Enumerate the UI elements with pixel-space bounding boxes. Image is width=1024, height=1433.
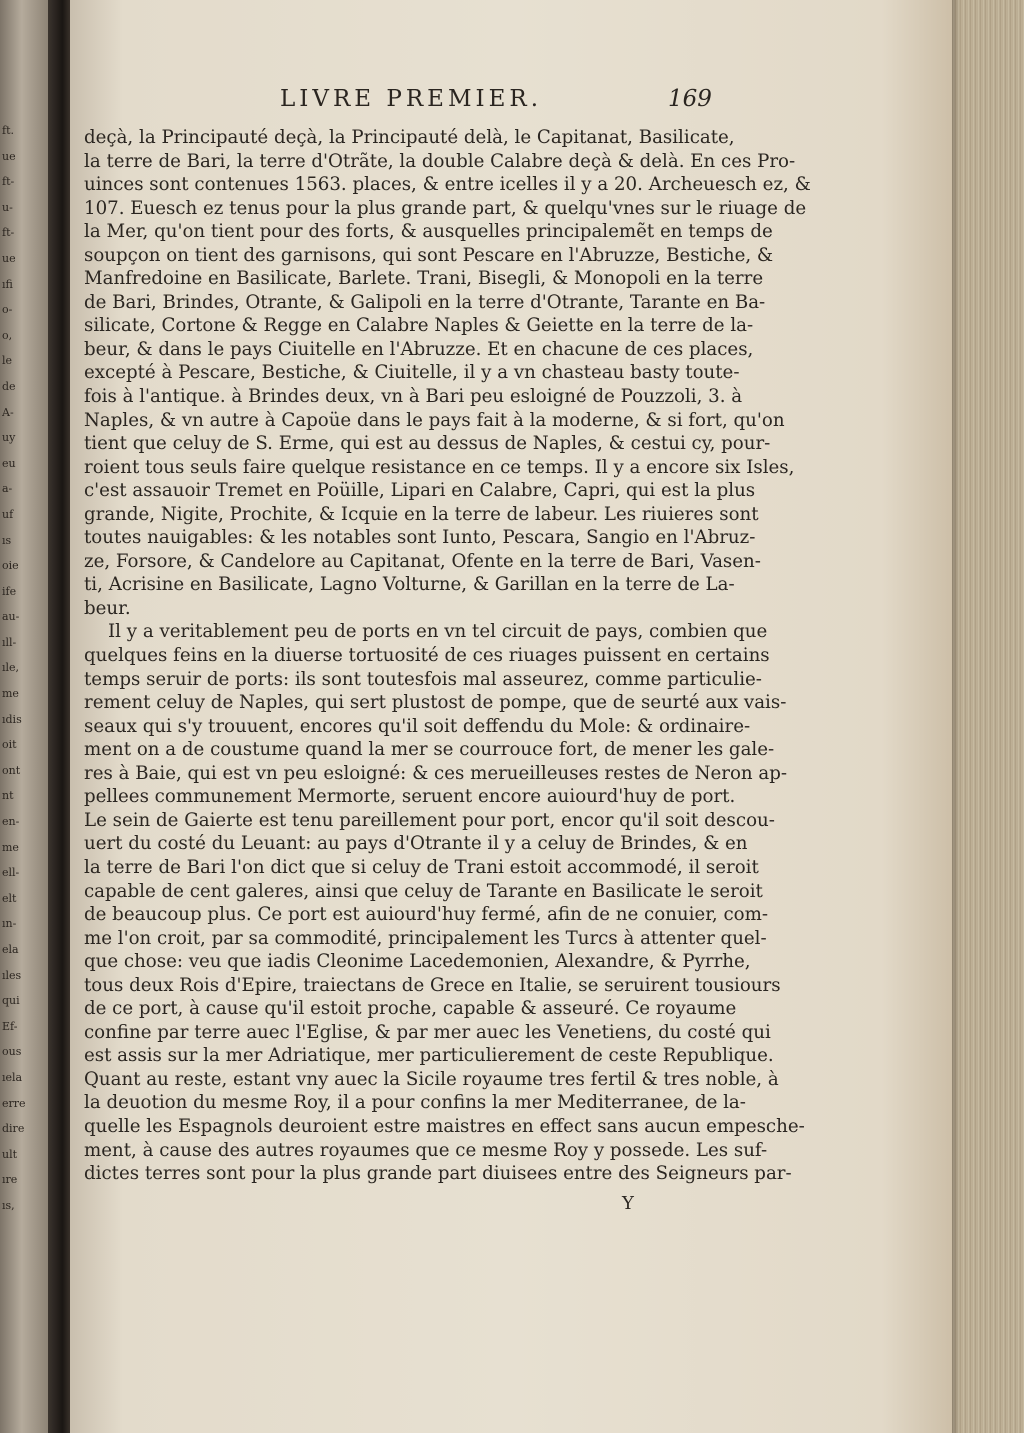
text-line: ti, Acrisine en Basilicate, Lagno Volturne, & Garillan en la terre de La- [84, 574, 735, 596]
left-page-fragment: o- [2, 303, 13, 317]
left-page-fragment: ın- [2, 917, 17, 931]
text-line: Naples, & vn autre à Capoüe dans le pays fait à la moderne, & si fort, qu'on [84, 409, 785, 431]
page-block-edge [952, 0, 1024, 1433]
left-page-fragment: elt [2, 891, 17, 905]
left-page-fragment: ult [2, 1147, 18, 1161]
left-page-fragment: ell- [2, 866, 20, 880]
left-page-fragment: ft- [2, 226, 15, 240]
left-page-fragment: o, [2, 328, 13, 342]
text-line: Manfredoine en Basilicate, Barlete. Trani, Bisegli, & Monopoli en la terre [84, 268, 764, 290]
text-line: me l'on croit, par sa commodité, principalement les Turcs à attenter quel- [84, 927, 767, 949]
left-page-fragment: ıre [2, 1173, 18, 1187]
left-page-fragment: ue [2, 251, 16, 265]
left-page-fragment: ıdis [2, 712, 22, 726]
left-page-fragment: de [2, 379, 16, 393]
running-head: LIVRE PREMIER. [280, 86, 543, 112]
left-page-fragment: dire [2, 1122, 25, 1136]
text-line: grande, Nigite, Prochite, & Icquie en la terre de labeur. Les riuieres sont [84, 503, 759, 525]
left-page-text-fragments [2, 118, 42, 1219]
text-line: seaux qui s'y trouuent, encores qu'il soit deffendu du Mole: & ordinaire- [84, 715, 751, 737]
book-gutter [48, 0, 72, 1433]
text-line: rement celuy de Naples, qui sert plustost de pompe, que de seurté aux vais- [84, 692, 787, 714]
left-page-fragment: ıs [2, 533, 12, 547]
text-line: excepté à Pescare, Bestiche, & Ciuitelle, il y a vn chasteau basty toute- [84, 362, 740, 384]
text-line: Le sein de Gaierte est tenu pareillement pour port, encor qu'il soit descou- [84, 809, 775, 831]
text-line: Quant au reste, estant vny auec la Sicile royaume tres fertil & tres noble, à [84, 1068, 779, 1090]
left-page-fragment: oit [2, 738, 17, 752]
left-page-fragment: uf [2, 507, 14, 521]
text-line: quelle les Espagnols deuroient estre maistres en effect sans aucun empesche- [84, 1115, 805, 1137]
text-line: ment, à cause des autres royaumes que ce mesme Roy y possede. Les suf- [84, 1139, 768, 1161]
left-page-edge [0, 0, 48, 1433]
text-line: beur. [84, 597, 131, 619]
text-line: de ce port, à cause qu'il estoit proche, capable & asseuré. Ce royaume [84, 998, 737, 1020]
text-line: que chose: veu que iadis Cleonime Lacedemonien, Alexandre, & Pyrrhe, [84, 951, 751, 973]
text-line: soupçon on tient des garnisons, qui sont Pescare en l'Abruzze, Bestiche, & [84, 244, 774, 266]
left-page-fragment: ft. [2, 124, 14, 137]
signature-mark: Y [622, 1193, 634, 1214]
text-line: capable de cent galeres, ainsi que celuy de Tarante en Basilicate le seroit [84, 880, 763, 902]
left-page-fragment: eu [2, 456, 16, 470]
text-line: tient que celuy de S. Erme, qui est au dessus de Naples, & cestui cy, pour- [84, 433, 771, 455]
text-line: est assis sur la mer Adriatique, mer particulierement de ceste Republique. [84, 1045, 774, 1067]
text-line: c'est assauoir Tremet en Poüille, Lipari en Calabre, Capri, qui est la plus [84, 480, 756, 502]
text-line: pellees communement Mermorte, seruent encore auiourd'huy de port. [84, 786, 736, 808]
left-page-fragment: qui [2, 994, 20, 1008]
left-page-fragment: Ef- [2, 1019, 18, 1033]
left-page-fragment: en- [2, 815, 20, 829]
text-line: confine par terre auec l'Eglise, & par mer auec les Venetiens, du costé qui [84, 1021, 771, 1043]
text-line: de beaucoup plus. Ce port est auiourd'huy fermé, afin de ne conuier, com- [84, 904, 768, 926]
text-line: res à Baie, qui est vn peu esloigné: & ces merueilleuses restes de Neron ap- [84, 762, 788, 784]
text-line: uert du costé du Leuant: au pays d'Otrante il y a celuy de Brindes, & en [84, 833, 748, 855]
text-line: la terre de Bari, la terre d'Otrãte, la double Calabre deçà & delà. En ces Pro- [84, 150, 796, 172]
text-line: temps seruir de ports: ils sont toutesfois mal asseurez, comme particulie- [84, 668, 762, 690]
body-text [84, 126, 811, 1186]
left-page-fragment: ıles [2, 968, 22, 982]
left-page-fragment: ft- [2, 175, 15, 189]
left-page-fragment: uy [2, 431, 16, 445]
left-page-fragment: ıfi [2, 277, 13, 291]
text-line: la terre de Bari l'on dict que si celuy de Trani estoit accommodé, il seroit [84, 856, 759, 878]
text-line: beur, & dans le pays Ciuitelle en l'Abruzze. Et en chacune de ces places, [84, 338, 754, 360]
text-line: Il y a veritablement peu de ports en vn tel circuit de pays, combien que [108, 621, 768, 643]
text-line: fois à l'antique. à Brindes deux, vn à Bari peu esloigné de Pouzzoli, 3. à [84, 386, 743, 408]
left-page-fragment: me [2, 840, 19, 854]
left-page-fragment: ıs, [2, 1198, 15, 1212]
left-page-fragment: ıll- [2, 635, 17, 649]
text-line: tous deux Rois d'Epire, traiectans de Grece en Italie, se seruirent tousiours [84, 974, 781, 996]
left-page-fragment: ous [2, 1045, 22, 1059]
text-line: ze, Forsore, & Candelore au Capitanat, Ofente en la terre de Bari, Vasen- [84, 550, 761, 572]
left-page-fragment: ont [2, 763, 21, 777]
left-page-fragment: ue [2, 149, 16, 163]
left-page-fragment: a- [2, 482, 13, 496]
left-page-fragment: au- [2, 610, 20, 624]
left-page-fragment: A- [2, 405, 14, 419]
left-page-fragment: nt [2, 789, 14, 803]
text-line: de Bari, Brindes, Otrante, & Galipoli en la terre d'Otrante, Tarante en Ba- [84, 291, 766, 313]
left-page-fragment: oie [2, 559, 19, 573]
left-page-fragment: ıela [2, 1070, 23, 1084]
left-page-fragment: me [2, 687, 19, 701]
page-number: 169 [668, 86, 712, 112]
left-page-fragment: ela [2, 943, 19, 956]
left-page-fragment: le [2, 354, 13, 368]
left-page-fragment: ife [2, 584, 17, 598]
text-line: la Mer, qu'on tient pour des forts, & ausquelles principalemẽt en temps de [84, 221, 773, 243]
text-line: roient tous seuls faire quelque resistance en ce temps. Il y a encore six Isles, [84, 456, 795, 478]
text-line: ment on a de coustume quand la mer se courrouce fort, de mener les gale- [84, 739, 775, 761]
text-line: quelques feins en la diuerse tortuosité de ces riuages puissent en certains [84, 645, 770, 667]
text-line: uinces sont contenues 1563. places, & entre icelles il y a 20. Archeuesch ez, & [84, 174, 811, 196]
text-line: silicate, Cortone & Regge en Calabre Naples & Geiette en la terre de la- [84, 315, 754, 337]
left-page-fragment: ıle, [2, 661, 20, 675]
text-line: dictes terres sont pour la plus grande part diuisees entre des Seigneurs par- [84, 1163, 792, 1185]
text-line: deçà, la Principauté deçà, la Principauté delà, le Capitanat, Basilicate, [84, 127, 735, 148]
page-edge-shadow [952, 0, 960, 1433]
text-line: toutes nauigables: & les notables sont Iunto, Pescara, Sangio en l'Abruz- [84, 527, 756, 549]
text-line: 107. Euesch ez tenus pour la plus grande part, & quelqu'vnes sur le riuage de [84, 197, 807, 219]
left-page-fragment: u- [2, 200, 13, 214]
left-page-fragment: erre [2, 1096, 26, 1110]
text-line: la deuotion du mesme Roy, il a pour confins la mer Mediterranee, de la- [84, 1092, 746, 1114]
